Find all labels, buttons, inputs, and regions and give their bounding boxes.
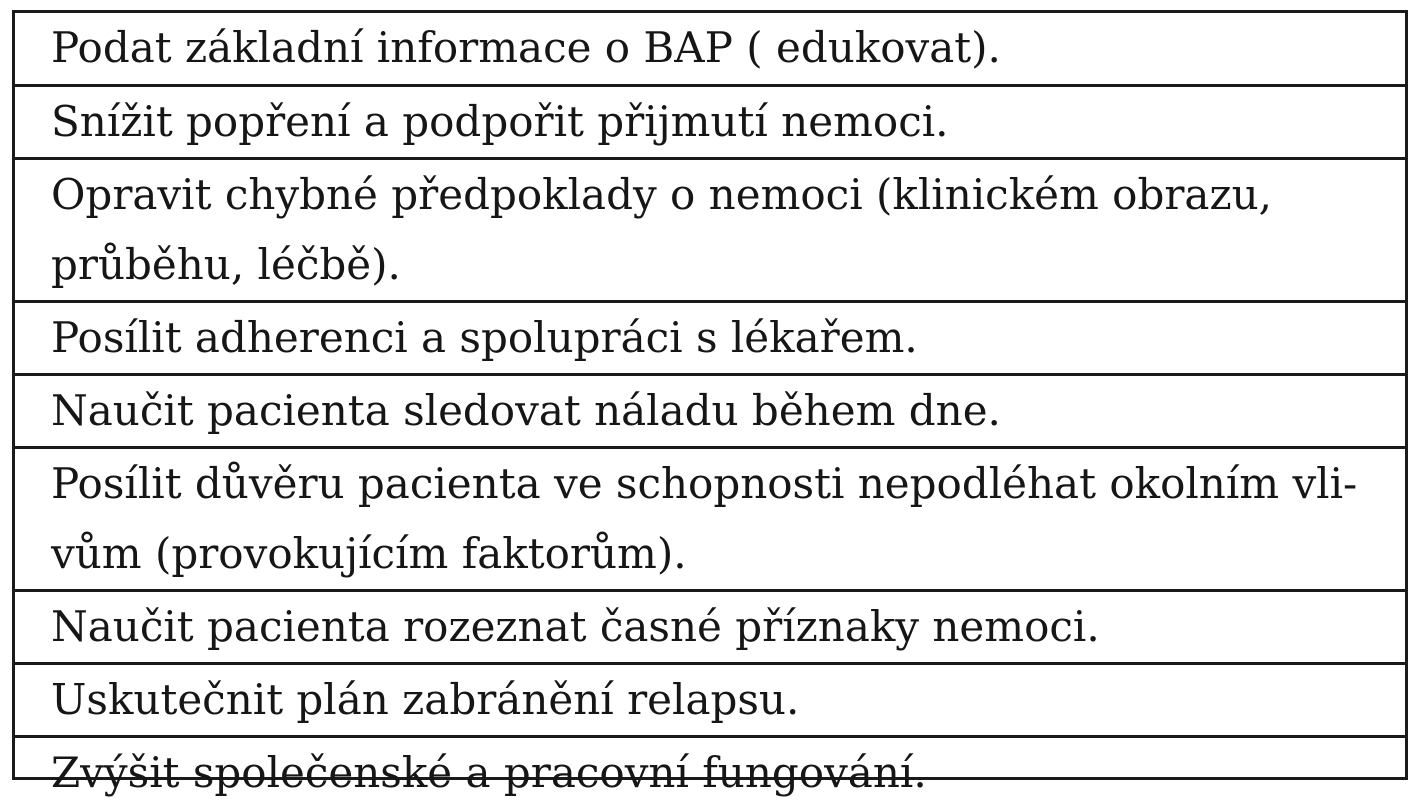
cell-text: vům (provokujícím faktorům). — [51, 528, 687, 578]
table-row — [15, 301, 1405, 374]
table-row — [15, 447, 1405, 590]
table-row — [15, 590, 1405, 663]
table-row — [15, 13, 1405, 85]
table-row — [15, 663, 1405, 736]
cell-text: Uskutečnit plán zabránění relapsu. — [51, 674, 800, 724]
table-cell — [15, 13, 1405, 85]
cell-text: Posílit důvěru pacienta ve schopnosti nepodléhat okolním vli- — [51, 458, 1358, 508]
table-row — [15, 736, 1405, 808]
cell-text: Opravit chybné předpoklady o nemoci (klinickém obrazu, — [51, 169, 1272, 219]
table-cell — [15, 736, 1405, 808]
cell-text: Snížit popření a podpořit přijmutí nemoci. — [51, 96, 949, 146]
table-cell — [15, 85, 1405, 158]
table-row — [15, 374, 1405, 447]
cell-text: Zvýšit společenské a pracovní fungování. — [51, 747, 927, 797]
table-cell — [15, 590, 1405, 663]
table-cell — [15, 301, 1405, 374]
table-cell — [15, 374, 1405, 447]
cell-text: Podat základní informace o BAP ( edukovat). — [51, 23, 1001, 73]
goals-table — [15, 13, 1405, 808]
cell-text: Naučit pacienta sledovat náladu během dne. — [51, 385, 1001, 435]
cell-text: Posílit adherenci a spolupráci s lékařem. — [51, 312, 918, 362]
table-cell — [15, 663, 1405, 736]
goals-table-frame — [12, 10, 1408, 797]
table-row — [15, 158, 1405, 301]
table-cell — [15, 447, 1405, 590]
cell-text: Naučit pacienta rozeznat časné příznaky nemoci. — [51, 601, 1100, 651]
cell-text: průběhu, léčbě). — [51, 239, 401, 289]
table-row — [15, 85, 1405, 158]
table-cell — [15, 158, 1405, 301]
